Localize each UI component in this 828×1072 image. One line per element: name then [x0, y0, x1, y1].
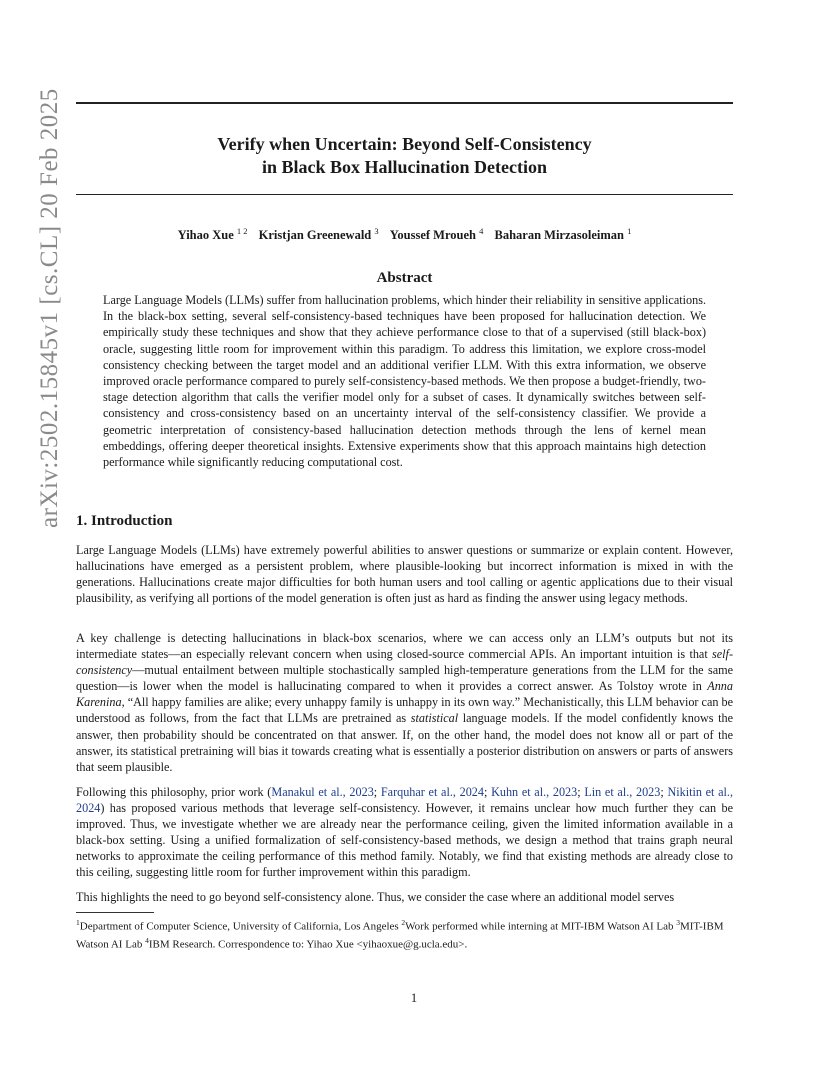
footnote-text: Work performed while interning at MIT-IBM Watson AI Lab: [405, 920, 677, 933]
footnote-text: MIT-IBM Watson AI Lab: [76, 920, 724, 951]
emphasis: self-consistency: [76, 647, 733, 678]
author: [390, 228, 484, 242]
author-name: Kristjan Greenewald: [258, 228, 372, 243]
intro-paragraph-4: This highlights the need to go beyond self-consistency alone. Thus, we consider the case where an additional model serves: [76, 890, 675, 904]
author: [494, 228, 631, 242]
page-number: 1: [410, 991, 418, 1005]
footnote-rule: [76, 912, 154, 913]
footnote: [76, 916, 733, 952]
paper-title: [76, 133, 733, 179]
intro-paragraph-3: [76, 784, 733, 881]
citation-link[interactable]: Manakul et al., 2023: [271, 785, 374, 799]
text-run: language models. If the model confidently knows the answer, then probability should be concentrated on that answer. If, on the other hand, the model does not know all or part of the answer, its statistical pretraining will bias it towards creating what is essentially a posterior distribution on answers or parts of answers that seem plausible.: [76, 711, 734, 774]
author-affiliation: 1: [627, 226, 632, 236]
title-line-2: in Black Box Hallucination Detection: [261, 157, 547, 177]
text-run: A key challenge is detecting hallucinations in black-box scenarios, where we can access only an LLM’s outputs but not its intermediate states—an especially relevant concern when using closed-source commercial APIs. An important intuition is that: [76, 631, 733, 662]
citation-link[interactable]: Nikitin et al., 2024: [76, 785, 734, 816]
author-name: Yihao Xue: [177, 228, 234, 243]
author-affiliation: 3: [374, 226, 379, 236]
text-run: ;: [660, 785, 668, 799]
intro-paragraph-2: [76, 630, 733, 775]
text-run: Following this philosophy, prior work (: [76, 785, 272, 799]
footnote-mark: 1: [76, 918, 80, 927]
footnote-text: IBM Research. Correspondence to: Yihao Xue <yihaoxue@g.ucla.edu>.: [148, 938, 468, 951]
footnote-mark: 2: [401, 918, 406, 927]
footnote-mark: 4: [145, 936, 149, 946]
text-run: ;: [577, 785, 585, 799]
intro-paragraph-1: Large Language Models (LLMs) have extremely powerful abilities to answer questions or summarize or explain content. However, hallucinations have emerged as a persistent problem, where plausible-looking but incorrect information is mixed in with the generations. Hallucinations create major difficulties for both human users and tool calling or agentic applications due to their visual plausibility, as verifying all portions of the model generation is often just as hard as finding the answer using legacy methods.: [76, 543, 733, 606]
abstract-heading: Abstract: [376, 270, 433, 286]
arxiv-identifier: arXiv:2502.15845v1 [cs.CL] 20 Feb 2025: [36, 88, 63, 528]
footnote-text: Department of Computer Science, University of California, Los Angeles: [79, 920, 402, 933]
text-run: , “All happy families are alike; every unhappy family is unhappy in its own way.” Mechanistically, this LLM behavior can be understood as follows, from the fact that LLMs are pretrained as: [76, 695, 733, 726]
text-run: —mutual entailment between multiple stochastically sampled high-temperature generations from the LLM for the same question—is lower when the model is hallucinating compared to when it provides a correct answer. As Tolstoy wrote in: [76, 663, 733, 694]
title-bottom-rule: [76, 194, 733, 195]
abstract-text: Large Language Models (LLMs) suffer from hallucination problems, which hinder their reliability in sensitive applications. In the black-box setting, several self-consistency-based techniques have been proposed for hallucination detection. We empirically study these techniques and show that they achieve performance close to that of a supervised (still black-box) oracle, suggesting little room for improvement within this paradigm. To address this limitation, we explore cross-model consistency checking between the target model and an additional verifier LLM. With this extra information, we observe improved oracle performance compared to purely self-consistency-based methods. We then propose a budget-friendly, two-stage detection algorithm that calls the verifier model only for a subset of cases. It dynamically switches between self-consistency and cross-consistency based on an uncertainty interval of the self-consistency classifier. We provide a geometric interpretation of consistency-based hallucination detection methods through the lens of kernel mean embeddings, offering deeper theoretical insights. Extensive experiments show that this approach maintains high detection performance while significantly reducing computational cost.: [103, 293, 706, 470]
emphasis: Anna Karenina: [76, 679, 733, 710]
author: [259, 228, 379, 242]
author: [178, 228, 248, 242]
author-name: Baharan Mirzasoleiman: [494, 228, 624, 243]
title-top-rule: [76, 102, 733, 104]
author-affiliation: 4: [479, 226, 484, 236]
text-run: ;: [483, 785, 492, 799]
citation-link[interactable]: Farquhar et al., 2024: [380, 785, 484, 799]
author-name: Youssef Mroueh: [389, 228, 476, 243]
citation-link[interactable]: Lin et al., 2023: [584, 785, 661, 799]
text-run: ) has proposed various methods that leverage self-consistency. However, it remains unclear how much further they can be improved. Thus, we investigate whether we are already near the performance ceiling, given the limited information available in a black-box setting. Using a unified formalization of self-consistency-based methods, we design a method that trains graph neural networks to approximate the ceiling performance of this method family. Notably, we find that existing methods are already close to this ceiling, suggesting little room for further improvement within this paradigm.: [76, 801, 733, 880]
emphasis: statistical: [410, 711, 459, 726]
title-line-1: Verify when Uncertain: Beyond Self-Consistency: [217, 134, 592, 154]
footnote-mark: 3: [676, 918, 680, 927]
author-list: [76, 226, 733, 243]
text-run: ;: [373, 785, 381, 799]
author-affiliation: 1 2: [236, 226, 248, 236]
section-heading: 1. Introduction: [76, 513, 173, 529]
citation-link[interactable]: Kuhn et al., 2023: [491, 785, 578, 799]
